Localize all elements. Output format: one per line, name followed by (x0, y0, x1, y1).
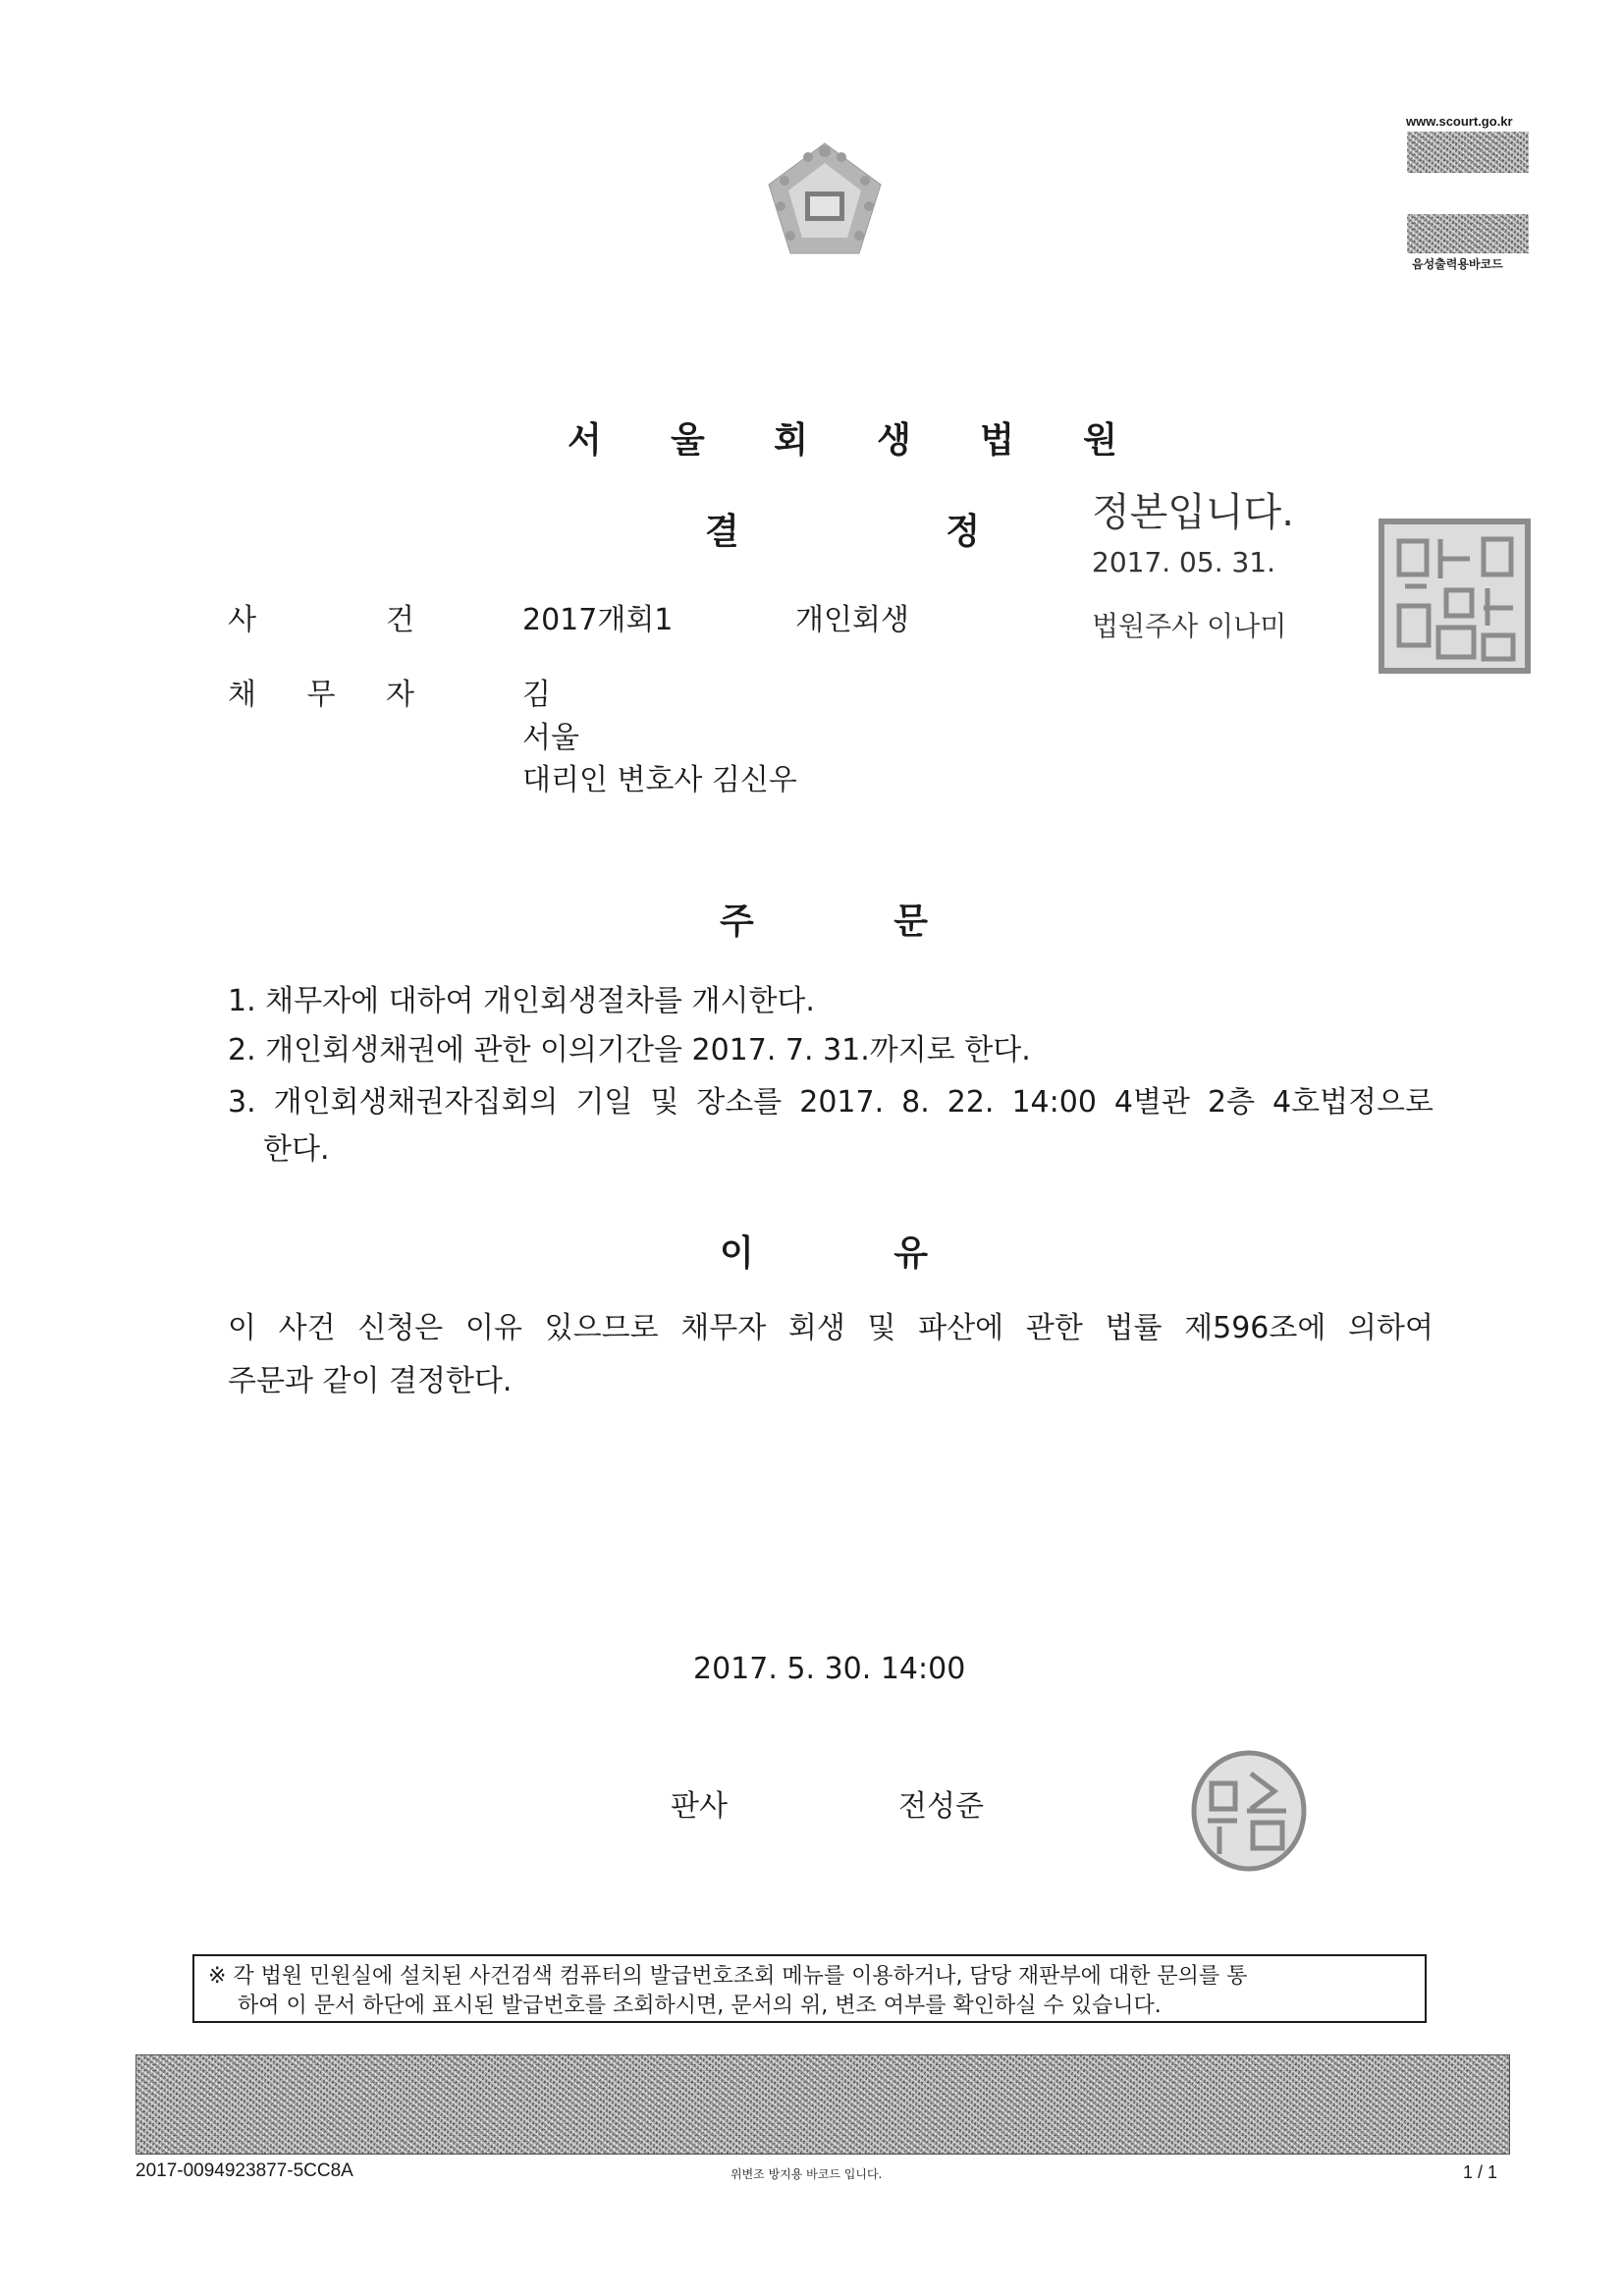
reason-heading-char: 이 (720, 1233, 754, 1274)
debtor-label (228, 676, 414, 715)
court-emblem (761, 137, 889, 270)
case-type: 개인회생 (795, 603, 909, 637)
decision-date: 2017. 5. 30. 14:00 (693, 1652, 966, 1686)
case-label-char: 건 (386, 603, 414, 637)
court-name-char: 회 (774, 420, 808, 461)
document-type (705, 504, 980, 554)
anti-forgery-caption: 위변조 방지용 바코드 입니다. (730, 2167, 883, 2181)
court-name-char: 생 (877, 420, 911, 461)
court-square-seal (1378, 518, 1532, 675)
judge-round-seal (1190, 1750, 1308, 1873)
certification-text: 정본입니다. (1092, 490, 1294, 535)
certification-date: 2017. 05. 31. (1092, 546, 1276, 578)
case-number: 2017개회1 (522, 603, 674, 637)
order-heading-char: 주 (720, 902, 754, 942)
document-type-char: 결 (705, 512, 739, 552)
order-heading (720, 894, 928, 944)
case-label-char: 사 (228, 603, 256, 637)
debtor-label-char: 무 (306, 678, 336, 712)
court-name (568, 412, 1117, 463)
reason-heading (720, 1226, 928, 1276)
document-type-char: 정 (946, 512, 980, 552)
judge-name: 전성준 (898, 1789, 984, 1824)
voice-barcode-1 (1407, 132, 1529, 173)
order-item: 3. 개인회생채권자집회의 기일 및 장소를 2017. 8. 22. 14:00 4별관 2층 4호법정으로 (228, 1085, 1434, 1120)
court-name-char: 서 (568, 420, 602, 461)
court-name-char: 울 (671, 420, 705, 461)
debtor-agent: 대리인 변호사 김신우 (522, 763, 797, 797)
judge-title: 판사 (671, 1789, 728, 1824)
reason-heading-char: 유 (893, 1233, 928, 1274)
debtor-label-char: 자 (386, 678, 414, 712)
debtor-name: 김 (522, 678, 551, 712)
debtor-address: 서울 (522, 721, 579, 755)
notice-line: ※ 각 법원 민원실에 설치된 사건검색 컴퓨터의 발급번호조회 메뉴를 이용하거나, 담당 재판부에 대한 문의를 통 (208, 1964, 1248, 1989)
anti-forgery-barcode (135, 2054, 1510, 2155)
reason-line: 이 사건 신청은 이유 있으므로 채무자 회생 및 파산에 관한 법률 제596조에 의하여 (228, 1311, 1434, 1345)
court-name-char: 법 (980, 420, 1014, 461)
order-item-continuation: 한다. (263, 1132, 330, 1167)
issue-number: 2017-0094923877-5CC8A (135, 2160, 353, 2181)
voice-barcode-2 (1407, 214, 1529, 253)
certification-clerk: 법원주사 이나미 (1092, 610, 1287, 642)
site-url: www.scourt.go.kr (1406, 114, 1513, 129)
page-number: 1 / 1 (1463, 2162, 1498, 2182)
reason-line: 주문과 같이 결정한다. (228, 1364, 513, 1398)
order-item: 2. 개인회생채권에 관한 이의기간을 2017. 7. 31.까지로 한다. (228, 1033, 1031, 1067)
order-item: 1. 채무자에 대하여 개인회생절차를 개시한다. (228, 984, 815, 1018)
barcode-caption: 음성출력용바코드 (1412, 257, 1503, 271)
debtor-label-char: 채 (228, 678, 256, 712)
verification-notice (192, 1954, 1427, 2023)
order-heading-char: 문 (893, 902, 928, 942)
case-label (228, 601, 414, 640)
notice-line: 하여 이 문서 하단에 표시된 발급번호를 조회하시면, 문서의 위, 변조 여부를 확인하실 수 있습니다. (238, 1994, 1162, 2018)
court-name-char: 원 (1083, 420, 1117, 461)
